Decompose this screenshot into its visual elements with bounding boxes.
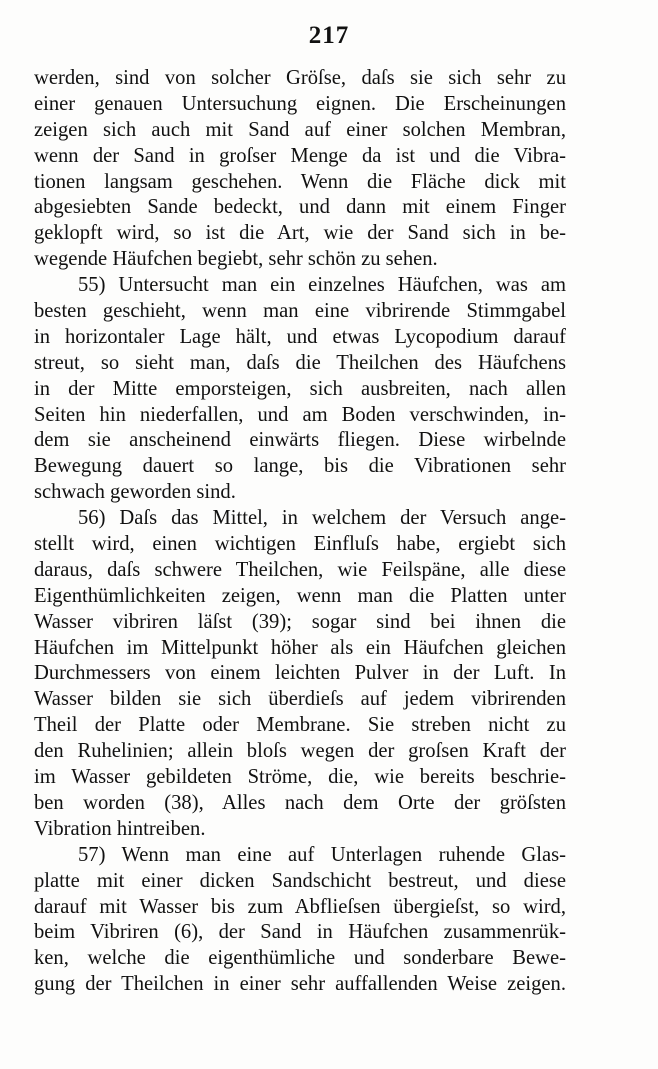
text-line: Theil der Platte oder Membrane. Sie streben nicht zu	[34, 714, 566, 737]
text-line: einer genauen Untersuchung eignen. Die Erscheinungen	[34, 92, 566, 115]
body-text	[34, 66, 566, 998]
text-line: stellt wird, einen wichtigen Einfluſs habe, ergiebt sich	[34, 533, 566, 556]
text-line: wenn der Sand in groſser Menge da ist und die Vibra-	[34, 144, 566, 167]
text-line: abgesiebten Sande bedeckt, und dann mit einem Finger	[34, 196, 566, 219]
text-line: Wasser bilden sie sich überdieſs auf jedem vibrirenden	[34, 688, 566, 711]
text-line: platte mit einer dicken Sandschicht bestreut, und diese	[34, 869, 566, 892]
text-line: gung der Theilchen in einer sehr auffallenden Weise zeigen.	[34, 973, 566, 996]
text-line: tionen langsam geschehen. Wenn die Fläche dick mit	[34, 170, 566, 193]
text-line: daraus, daſs schwere Theilchen, wie Feilspäne, alle diese	[34, 558, 566, 581]
text-line: den Ruhelinien; allein bloſs wegen der groſsen Kraft der	[34, 740, 566, 763]
text-line: darauf mit Wasser bis zum Abflieſsen übergieſst, so wird,	[34, 895, 566, 918]
text-line: beim Vibriren (6), der Sand in Häufchen zusammenrük-	[34, 921, 566, 944]
page-number: 217	[308, 22, 350, 49]
text-line: 57) Wenn man eine auf Unterlagen ruhende Glas-	[78, 843, 566, 866]
text-line: geklopft wird, so ist die Art, wie der Sand sich in be-	[34, 222, 566, 245]
text-line: in der Mitte emporsteigen, sich ausbreiten, nach allen	[34, 377, 566, 400]
text-line: zeigen sich auch mit Sand auf einer solchen Membran,	[34, 118, 566, 141]
text-line: Vibration hintreiben.	[34, 817, 206, 840]
text-line: streut, so sieht man, daſs die Theilchen des Häufchens	[34, 351, 566, 374]
text-line: ben worden (38), Alles nach dem Orte der gröſsten	[34, 791, 566, 814]
text-line: ken, welche die eigenthümliche und sonderbare Bewe-	[34, 947, 566, 970]
text-line: Häufchen im Mittelpunkt höher als ein Häufchen gleichen	[34, 636, 566, 659]
text-line: Durchmessers von einem leichten Pulver in der Luft. In	[34, 662, 566, 685]
text-line: schwach geworden sind.	[34, 481, 236, 504]
text-line: Eigenthümlichkeiten zeigen, wenn man die Platten unter	[34, 584, 566, 607]
text-line: werden, sind von solcher Gröſse, daſs sie sich sehr zu	[34, 67, 566, 89]
text-line: dem sie anscheinend einwärts fliegen. Diese wirbelnde	[34, 429, 566, 452]
text-line: Bewegung dauert so lange, bis die Vibrationen sehr	[34, 455, 566, 478]
text-line: in horizontaler Lage hält, und etwas Lycopodium darauf	[34, 325, 566, 348]
text-line: 55) Untersucht man ein einzelnes Häufchen, was am	[78, 274, 566, 297]
text-line: Wasser vibriren läſst (39); sogar sind bei ihnen die	[34, 610, 566, 633]
text-line: 56) Daſs das Mittel, in welchem der Versuch ange-	[78, 507, 566, 530]
text-line: besten geschieht, wenn man eine vibrirende Stimmgabel	[34, 300, 566, 323]
text-line: im Wasser gebildeten Ströme, die, wie bereits beschrie-	[34, 766, 566, 789]
text-line: wegende Häufchen begiebt, sehr schön zu sehen.	[34, 248, 438, 271]
text-line: Seiten hin niederfallen, und am Boden verschwinden, in-	[34, 403, 566, 426]
